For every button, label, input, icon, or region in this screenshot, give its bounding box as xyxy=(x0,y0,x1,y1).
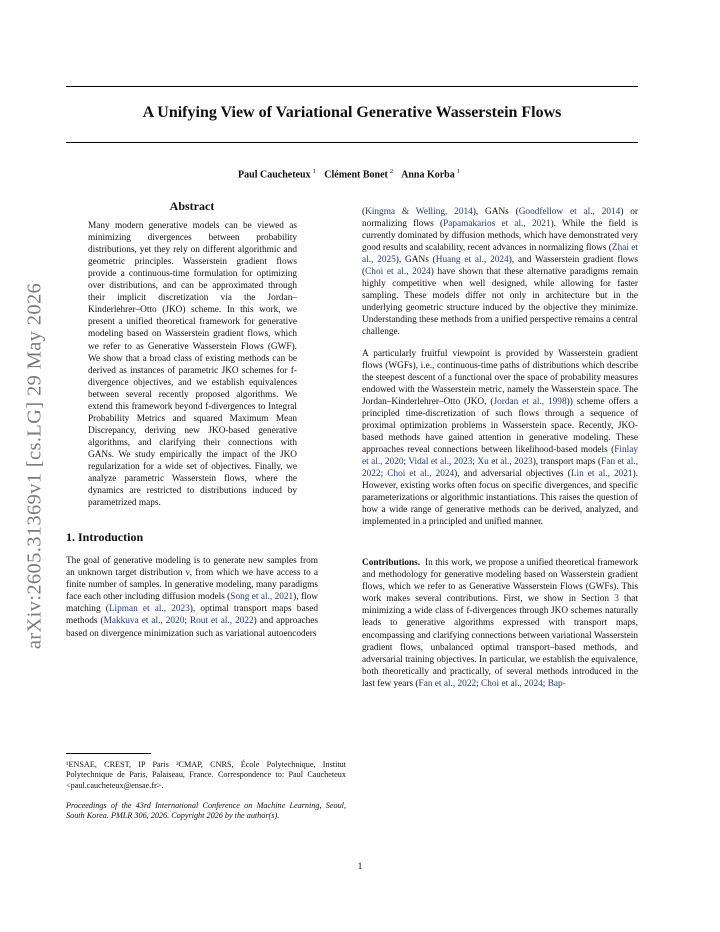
citation-link[interactable]: Jordan et al., 1998 xyxy=(493,396,567,407)
author-name: Paul Caucheteux xyxy=(238,169,311,181)
body-paragraph: (Kingma & Welling, 2014), GANs (Goodfellow et al., 2014) or normalizing flows (Papamakarios et al., 2021). While the field is currently dominated by diffusion methods, which have demonstrated very good results and scalability, recent advances in normalizing flows (Zhai et al., 2025), GANs (Huang et al., 2024), and Wasserstein gradient flows (Choi et al., 2024) have shown that these alternative paradigms remain highly competitive when well designed, while allowing for faster sampling. These models differ not only in architecture but in the underlying geometric structure induced by the objective they minimize. Understanding these methods from a unified perspective remains a central challenge. xyxy=(362,207,639,338)
citation-link[interactable]: Fan et al., 2022 xyxy=(362,456,639,479)
affiliation-footnote: ¹ENSAE, CREST, IP Paris ²CMAP, CNRS, École Polytechnique, Institut Polytechnique de Paris, Palaiseau, France. Correspondence to: Paul Caucheteux <paul.caucheteux@ensae.fr>. xyxy=(66,760,346,790)
citation-link[interactable]: Finlay et al., 2020 xyxy=(362,444,638,467)
author-list xyxy=(66,168,638,180)
contributions-paragraph: Contributions. In this work, we propose a unified theoretical framework and methodology for generative modeling based on Wasserstein gradient flows, which we refer to as Generative Wasserstein Flows (GWFs). This work makes several contributions. First, we show in Section 3 that minimizing a wide class of f-divergences through JKO schemes naturally leads to generative algorithms expressed with transport maps, encompassing and clarifying connections between variational Wasserstein gradient flows, unbalanced optimal transport–based methods, and adversarial training objectives. In particular, we establish the equivalence, both theoretically and practically, of several methods introduced in the last few years (Fan et al., 2022; Choi et al., 2024; Bap- xyxy=(362,558,639,689)
section-link[interactable]: 3 xyxy=(614,594,619,605)
right-column xyxy=(362,206,638,690)
citation-link[interactable]: Kingma & Welling, 2014 xyxy=(365,207,473,217)
citation-link[interactable]: Lin et al., 2021 xyxy=(570,468,633,479)
citation-link[interactable]: Vidal et al., 2023 xyxy=(408,456,473,467)
left-column xyxy=(66,200,318,640)
citation-link[interactable]: Choi et al., 2024 xyxy=(365,267,431,278)
citation-link[interactable]: Choi et al., 2024 xyxy=(481,678,543,689)
page-number: 1 xyxy=(357,862,363,872)
citation-link[interactable]: Huang et al., 2024 xyxy=(435,255,509,266)
abstract-text: Many modern generative models can be viewed as minimizing divergences between probability distributions, yet they rely on different algorithmic and geometric principles. Wasserstein gradient flows provide a continuous-time formulation for optimizing over distributions, and can be approximated through their implicit discretization via the Jordan–Kinderlehrer–Otto (JKO) scheme. In this work, we present a unified theoretical framework for generative modeling based on Wasserstein gradient flows, which we refer to as Generative Wasserstein Flows (GWF). We show that a broad class of existing methods can be derived as instances of parametric JKO schemes for f-divergence objectives, and we establish equivalences between several recently proposed algorithms. We extend this framework beyond f-divergences to Integral Probability Metrics and squared Maximum Mean Discrepancy, deriving new JKO-based generative algorithms, and clarifying their connections with GANs. We study empirically the impact of the JKO regularization for a wide set of objectives. Finally, we analyze parametric Wasserstein flows, where the dynamics are restricted to distributions induced by parametrized maps. xyxy=(88,221,297,509)
author-affiliation: 1 xyxy=(456,168,460,175)
author-affiliation: 1 xyxy=(312,168,316,175)
arxiv-stamp: arXiv:2605.31369v1 [cs.LG] 29 May 2026 xyxy=(23,282,46,650)
citation-link[interactable]: Rout et al., 2022 xyxy=(189,616,254,627)
citation-link[interactable]: Fan et al., 2022 xyxy=(418,678,477,689)
citation-link[interactable]: Zhai et al., 2025 xyxy=(362,243,638,266)
proceedings-note: Proceedings of the 43rd International Conference on Machine Learning, Seoul, South Korea. PMLR 306, 2026. Copyright 2026 by the author(s). xyxy=(66,800,346,821)
citation-link[interactable]: Choi et al., 2024 xyxy=(387,468,455,479)
intro-paragraph: The goal of generative modeling is to generate new samples from an unknown target distribution ν, from which we have access to a finite number of samples. In generative modeling, many paradigms face each other including diffusion models (Song et al., 2021), flow matching (Lipman et al., 2023), optimal transport maps based methods (Makkuva et al., 2020; Rout et al., 2022) and approaches based on divergence minimization such as variational autoencoders xyxy=(66,556,318,639)
footnotes xyxy=(66,760,346,821)
title-bottom-rule xyxy=(66,142,638,143)
title-top-rule xyxy=(66,86,638,87)
contributions-heading: Contributions. xyxy=(362,558,421,569)
citation-link[interactable]: Papamakarios et al., 2021 xyxy=(443,219,551,230)
citation-link[interactable]: Goodfellow et al., 2014 xyxy=(518,207,621,217)
paper-title: A Unifying View of Variational Generative Wasserstein Flows xyxy=(142,104,562,121)
author-name: Anna Korba xyxy=(401,169,455,181)
citation-link[interactable]: Makkuva et al., 2020 xyxy=(103,616,185,627)
citation-link[interactable]: Bap- xyxy=(547,678,566,689)
section-heading-introduction: 1. Introduction xyxy=(66,530,144,545)
author-affiliation: 2 xyxy=(389,168,394,175)
footnote-rule xyxy=(66,753,151,754)
author-name: Clément Bonet xyxy=(324,169,388,181)
abstract-heading: Abstract xyxy=(169,199,215,213)
citation-link[interactable]: Xu et al., 2023 xyxy=(477,456,533,467)
citation-link[interactable]: Song et al., 2021 xyxy=(230,592,294,603)
citation-link[interactable]: Lipman et al., 2023 xyxy=(108,604,190,615)
body-paragraph: A particularly fruitful viewpoint is provided by Wasserstein gradient flows (WGFs), i.e., continuous-time paths of distributions which describe the steepest descent of a functional over the space of probability measures endowed with the Wasserstein metric, namely the Wasserstein space. The Jordan–Kinderlehrer–Otto (JKO, (Jordan et al., 1998)) scheme offers a principled time-discretization of such flows through a sequence of proximal optimization problems in Wasserstein space. Recently, JKO-based methods have gained attention in generative modeling. These approaches reveal connections between likelihood-based models (Finlay et al., 2020; Vidal et al., 2023; Xu et al., 2023), transport maps (Fan et al., 2022; Choi et al., 2024), and adversarial objectives (Lin et al., 2021). However, existing works often focus on specific divergences, and specific parameterizations or algorithmic instantiations. This raises the question of how a wide range of generative methods can be derived, analyzed, and implemented in a principled and unified manner. xyxy=(362,348,639,528)
